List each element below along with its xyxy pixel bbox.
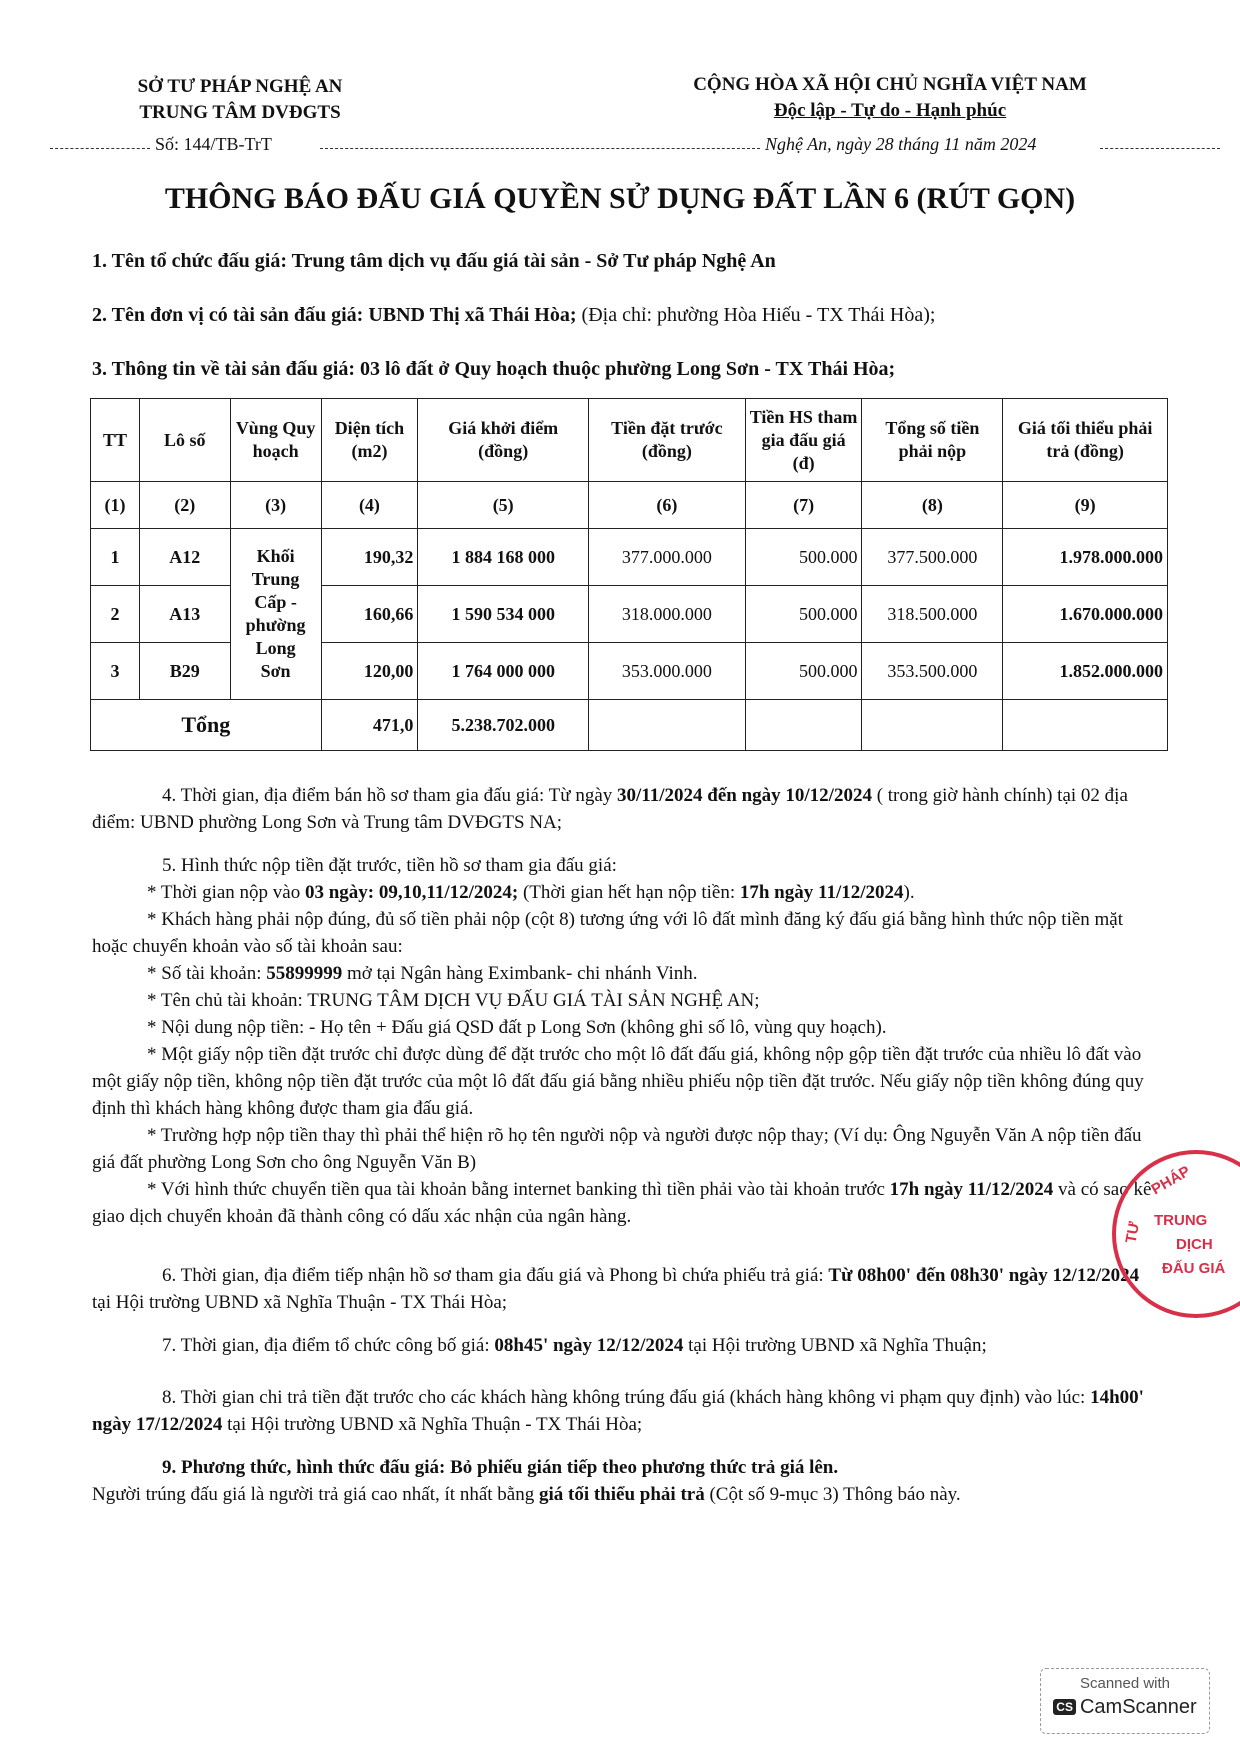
colnum-cell: (9) <box>1003 482 1168 529</box>
cell-total: 377.500.000 <box>862 529 1003 586</box>
colnum-cell: (3) <box>230 482 321 529</box>
section-8-time: 14h00' ngày 17/12/2024 <box>92 1387 1144 1435</box>
camscanner-watermark <box>1040 1668 1210 1734</box>
issuer-block <box>80 74 400 126</box>
bullet-bold: 17h ngày 11/12/2024 <box>889 1179 1054 1200</box>
issuer-center: TRUNG TÂM DVĐGTS <box>139 102 341 123</box>
total-area: 471,0 <box>321 700 418 751</box>
national-motto-block <box>620 72 1160 124</box>
cell-area: 190,32 <box>321 529 418 586</box>
colnum-cell: (2) <box>139 482 230 529</box>
item-2-address: (Địa chỉ: phường Hòa Hiếu - TX Thái Hòa); <box>576 304 936 326</box>
section-7 <box>92 1332 1152 1359</box>
doc-title: THÔNG BÁO ĐẤU GIÁ QUYỀN SỬ DỤNG ĐẤT LẦN 6 (RÚT GỌN) <box>164 182 1076 215</box>
cell-tt: 3 <box>91 643 140 700</box>
item-2 <box>92 304 935 327</box>
official-seal <box>1112 1150 1240 1318</box>
country-name: CỘNG HÒA XÃ HỘI CHỦ NGHĨA VIỆT NAM <box>693 74 1087 95</box>
section-5-bullet: * Nội dung nộp tiền: - Họ tên + Đấu giá QSD đất p Long Sơn (không ghi số lô, vùng quy hoạch). <box>147 1017 887 1038</box>
total-label: Tổng <box>91 700 322 751</box>
header-cell: Giá khởi điểm (đồng) <box>418 399 589 482</box>
seal-text: DỊCH <box>1176 1236 1213 1253</box>
section-5 <box>92 852 1152 1230</box>
item-2-bold: 2. Tên đơn vị có tài sản đấu giá: UBND Thị xã Thái Hòa; <box>92 304 577 326</box>
table-header-row <box>91 399 1168 482</box>
cell-start-price: 1 590 534 000 <box>418 586 589 643</box>
cell-fee: 500.000 <box>745 643 862 700</box>
issuer-department: SỞ TƯ PHÁP NGHỆ AN <box>137 76 343 97</box>
cell-total: 353.500.000 <box>862 643 1003 700</box>
cell-lot: A12 <box>139 529 230 586</box>
cell-start-price: 1 764 000 000 <box>418 643 589 700</box>
cell-lot: B29 <box>139 643 230 700</box>
table-row <box>91 529 1168 586</box>
section-9-bold: giá tối thiểu phải trả <box>538 1484 705 1505</box>
section-8 <box>92 1384 1152 1438</box>
camscanner-logo-icon: CS <box>1053 1699 1076 1715</box>
cell-tt: 2 <box>91 586 140 643</box>
bullet-text: và có sao kê giao dịch chuyển khoản đã thành công có dấu xác nhận của ngân hàng. <box>92 1179 1152 1227</box>
dash-divider <box>1100 148 1220 149</box>
colnum-cell: (7) <box>745 482 862 529</box>
section-6-text: 6. Thời gian, địa điểm tiếp nhận hồ sơ tham gia đấu giá và Phong bì chứa phiếu trả giá: <box>162 1265 829 1286</box>
auction-table <box>90 398 1168 751</box>
section-4-text: ( trong giờ hành chính) tại 02 địa điểm: UBND phường Long Sơn và Trung tâm DVĐGTS NA; <box>92 785 1128 833</box>
section-9-text: Người trúng đấu giá là người trả giá cao nhất, ít nhất bằng <box>92 1484 539 1505</box>
section-6 <box>92 1262 1152 1316</box>
account-number: 55899999 <box>266 963 343 984</box>
section-5-bullet <box>92 1176 1152 1230</box>
cell-fee: 500.000 <box>745 529 862 586</box>
header-cell: Lô số <box>139 399 230 482</box>
section-4-text: 4. Thời gian, địa điểm bán hồ sơ tham gia đấu giá: Từ ngày <box>162 785 617 806</box>
section-5-title: 5. Hình thức nộp tiền đặt trước, tiền hồ sơ tham gia đấu giá: <box>162 855 617 876</box>
cell-deposit: 318.000.000 <box>589 586 746 643</box>
motto: Độc lập - Tự do - Hạnh phúc <box>773 100 1007 121</box>
table-total-row <box>91 700 1168 751</box>
cell-zone: Khối Trung Cấp - phường Long Sơn <box>230 529 321 700</box>
section-8-text: tại Hội trường UBND xã Nghĩa Thuận - TX Thái Hòa; <box>222 1414 643 1435</box>
scanner-brand <box>1041 1696 1209 1719</box>
colnum-cell: (6) <box>589 482 746 529</box>
doc-number: Số: 144/TB-TrT <box>155 134 272 154</box>
bullet-text: * Với hình thức chuyển tiền qua tài khoản bằng internet banking thì tiền phải vào tài khoản trước <box>147 1179 890 1200</box>
section-5-bullet: * Một giấy nộp tiền đặt trước chỉ được dùng để đặt trước cho một lô đất đấu giá, không nộp gộp tiền đặt trước của nhiều lô đất vào một giấy nộp tiền, không nộp tiền đặt trước của một lô đất đấu giá bằng nhiều phiếu nộp tiền đặt trước. Nếu giấy nộp tiền không đúng quy định thì khách hàng không được tham gia đấu giá. <box>92 1044 1144 1119</box>
section-9-line2 <box>92 1481 1152 1508</box>
cell-min-price: 1.978.000.000 <box>1003 529 1168 586</box>
total-start-price: 5.238.702.000 <box>418 700 589 751</box>
section-9 <box>92 1454 1152 1508</box>
header-cell: Tiền đặt trước (đồng) <box>589 399 746 482</box>
cell-start-price: 1 884 168 000 <box>418 529 589 586</box>
header-cell: Giá tối thiểu phải trả (đồng) <box>1003 399 1168 482</box>
seal-text: ĐẤU GIÁ <box>1162 1260 1226 1277</box>
bullet-bold: 03 ngày: 09,10,11/12/2024; <box>304 882 519 903</box>
colnum-cell: (1) <box>91 482 140 529</box>
header-cell: Tổng số tiền phải nộp <box>862 399 1003 482</box>
cell-area: 160,66 <box>321 586 418 643</box>
seal-text: PHÁP <box>1148 1162 1194 1199</box>
cell-lot: A13 <box>139 586 230 643</box>
cell-min-price: 1.670.000.000 <box>1003 586 1168 643</box>
cell-tt: 1 <box>91 529 140 586</box>
colnum-cell: (8) <box>862 482 1003 529</box>
seal-text: TƯ <box>1122 1220 1144 1245</box>
section-5-bullet <box>92 879 1152 906</box>
empty-cell <box>745 700 862 751</box>
cell-area: 120,00 <box>321 643 418 700</box>
stamp-clip <box>1100 1140 1240 1330</box>
cell-total: 318.500.000 <box>862 586 1003 643</box>
section-4-dates: 30/11/2024 đến ngày 10/12/2024 <box>617 785 872 806</box>
section-5-bullet: * Khách hàng phải nộp đúng, đủ số tiền phải nộp (cột 8) tương ứng với lô đất mình đăng ký đấu giá bằng hình thức nộp tiền mặt hoặc chuyển khoản vào số tài khoản sau: <box>92 909 1124 957</box>
number-date-line <box>50 134 1220 158</box>
item-1: 1. Tên tổ chức đấu giá: Trung tâm dịch vụ đấu giá tài sản - Sở Tư pháp Nghệ An <box>92 250 776 272</box>
section-5-bullet: * Trường hợp nộp tiền thay thì phải thể hiện rõ họ tên người nộp và người được nộp thay; (Ví dụ: Ông Nguyễn Văn A nộp tiền đấu giá đất phường Long Sơn cho ông Nguyễn Văn B) <box>92 1125 1142 1173</box>
colnum-cell: (5) <box>418 482 589 529</box>
section-6-text: tại Hội trường UBND xã Nghĩa Thuận - TX Thái Hòa; <box>92 1292 508 1313</box>
section-7-time: 08h45' ngày 12/12/2024 <box>494 1335 684 1356</box>
section-5-bullet: * Tên chủ tài khoản: TRUNG TÂM DỊCH VỤ ĐẤU GIÁ TÀI SẢN NGHỆ AN; <box>147 990 760 1011</box>
bullet-text: * Số tài khoản: <box>147 963 267 984</box>
bullet-bold: 17h ngày 11/12/2024 <box>739 882 904 903</box>
cell-fee: 500.000 <box>745 586 862 643</box>
section-7-text: tại Hội trường UBND xã Nghĩa Thuận; <box>683 1335 987 1356</box>
section-5-bullet <box>92 960 1152 987</box>
bullet-text: * Thời gian nộp vào <box>147 882 305 903</box>
bullet-text: mở tại Ngân hàng Eximbank- chi nhánh Vinh. <box>342 963 698 984</box>
doc-date: Nghệ An, ngày 28 tháng 11 năm 2024 <box>765 134 1037 154</box>
cell-deposit: 377.000.000 <box>589 529 746 586</box>
colnum-cell: (4) <box>321 482 418 529</box>
table-colnum-row <box>91 482 1168 529</box>
seal-text: TRUNG <box>1154 1212 1208 1229</box>
bullet-text: ). <box>903 882 915 903</box>
section-9-line1 <box>92 1454 1152 1481</box>
cell-deposit: 353.000.000 <box>589 643 746 700</box>
section-9-method: 9. Phương thức, hình thức đấu giá: Bỏ phiếu gián tiếp theo phương thức trả giá lên. <box>162 1457 839 1478</box>
section-8-text: 8. Thời gian chi trả tiền đặt trước cho các khách hàng không trúng đấu giá (khách hàng không vi phạm quy định) vào lúc: <box>162 1387 1091 1408</box>
dash-divider <box>50 148 150 149</box>
section-9-text: (Cột số 9-mục 3) Thông báo này. <box>704 1484 961 1505</box>
empty-cell <box>862 700 1003 751</box>
section-6-time: Từ 08h00' đến 08h30' ngày 12/12/2024 <box>828 1265 1140 1286</box>
section-7-text: 7. Thời gian, địa điểm tổ chức công bố giá: <box>162 1335 495 1356</box>
item-3: 3. Thông tin về tài sản đấu giá: 03 lô đất ở Quy hoạch thuộc phường Long Sơn - TX Thái Hòa; <box>92 358 896 380</box>
scanner-caption: Scanned with <box>1079 1675 1171 1692</box>
cell-min-price: 1.852.000.000 <box>1003 643 1168 700</box>
section-4 <box>92 782 1152 836</box>
header-cell: Diện tích (m2) <box>321 399 418 482</box>
empty-cell <box>1003 700 1168 751</box>
header-cell: Vùng Quy hoạch <box>230 399 321 482</box>
scanner-name: CamScanner <box>1079 1696 1197 1718</box>
empty-cell <box>589 700 746 751</box>
header-cell: Tiền HS tham gia đấu giá (đ) <box>745 399 862 482</box>
bullet-text: (Thời gian hết hạn nộp tiền: <box>518 882 740 903</box>
header-cell: TT <box>91 399 140 482</box>
dash-divider <box>320 148 760 149</box>
